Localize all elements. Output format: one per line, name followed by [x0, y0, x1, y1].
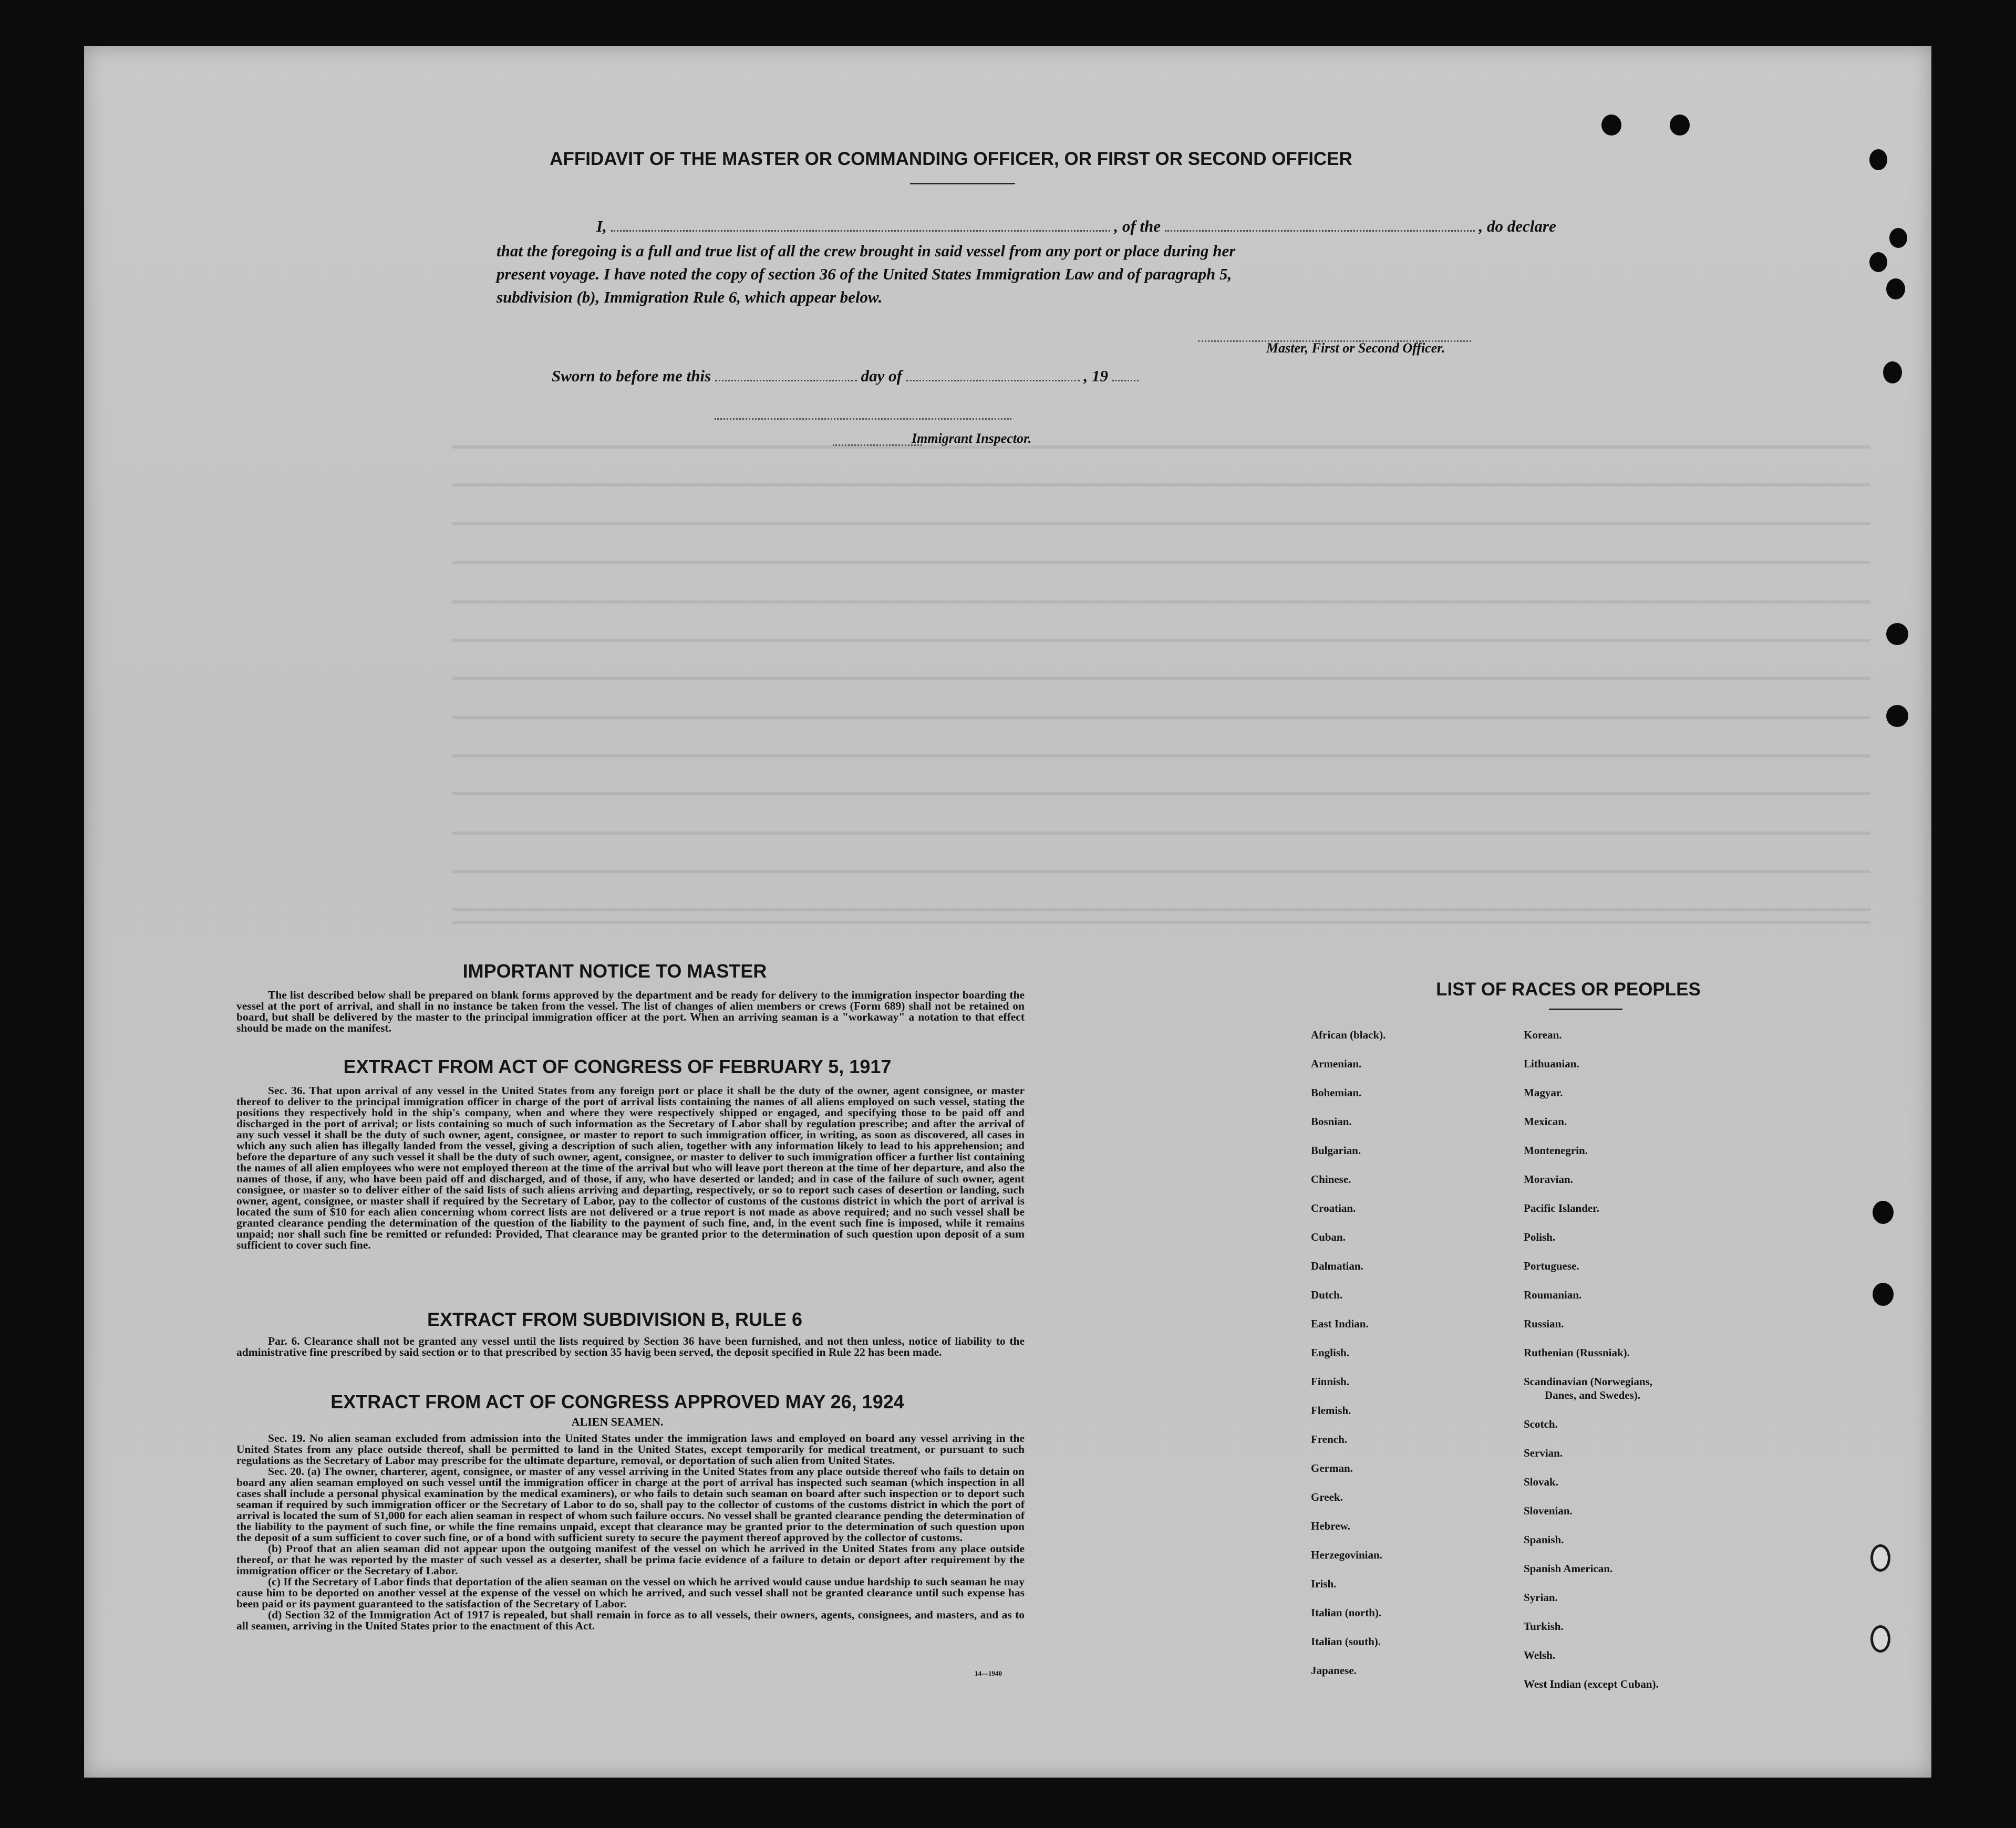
race-item: Chinese.: [1311, 1173, 1351, 1186]
races-title: LIST OF RACES OR PEOPLES: [1436, 979, 1701, 1000]
sworn-day-blank[interactable]: [715, 379, 857, 381]
punch-hole-ring: [1870, 1544, 1890, 1572]
punch-hole: [1883, 361, 1902, 383]
inspector-label: Immigrant Inspector.: [912, 431, 1032, 446]
race-item: Magyar.: [1524, 1086, 1563, 1099]
extract-1917-title: EXTRACT FROM ACT OF CONGRESS OF FEBRUARY 5, 1917: [343, 1056, 892, 1077]
race-item: Russian.: [1524, 1317, 1564, 1330]
race-item: French.: [1311, 1433, 1348, 1446]
race-item: Flemish.: [1311, 1404, 1351, 1417]
race-item: Portuguese.: [1524, 1260, 1579, 1272]
race-item: Roumanian.: [1524, 1289, 1582, 1301]
affidavit-body-line-2: that the foregoing is a full and true list of all the crew brought in said vessel from any port or place during her: [497, 242, 1236, 260]
punch-hole: [1873, 1201, 1894, 1224]
punch-hole: [1601, 115, 1621, 136]
race-item: Korean.: [1524, 1029, 1562, 1041]
race-item: Spanish American.: [1524, 1562, 1613, 1575]
sworn-line: [552, 367, 1340, 386]
punch-hole: [1889, 228, 1907, 248]
race-item: Slovenian.: [1524, 1504, 1573, 1517]
race-item: Bosnian.: [1311, 1115, 1352, 1128]
race-item: Spanish.: [1524, 1533, 1564, 1546]
race-item: Croatian.: [1311, 1202, 1356, 1214]
sec-20a-paragraph: Sec. 20. (a) The owner, charterer, agent, consignee, or master of any vessel arriving in the United States from any place outside thereof who fails to detain on board any alien seaman employed on such vessel until the immigration officer in charge at the port of arrival has inspected such seaman (which inspection in all cases shall include a personal physical examination by the medical examiners), or who fails to detain such seaman on board after such inspection or to deport such seaman if required by such immigration officer or the Secretary of Labor to do so, shall pay to the collector of customs of the customs district in which the port of arrival is located the sum of $1,000 for each alien seaman in respect of whom such failure occurs. No vessel shall be granted clearance pending the determination of the liability to the payment of such fine, or while the fine remains unpaid, except that clearance may be granted prior to the determination of such question upon the deposit of a sum sufficient to cover such fine, or of a bond with sufficient surety to secure the payment thereof approved by the collector of customs.: [236, 1465, 1025, 1544]
race-item: Slovak.: [1524, 1476, 1558, 1488]
name-blank[interactable]: [611, 230, 1110, 232]
affidavit-title-rule: [910, 183, 1015, 184]
race-item: Syrian.: [1524, 1591, 1558, 1604]
race-item: East Indian.: [1311, 1317, 1369, 1330]
punch-hole: [1873, 1283, 1894, 1306]
inspector-signature-line[interactable]: [833, 444, 922, 446]
race-item: Japanese.: [1311, 1664, 1357, 1677]
inspector-signature-line-upper[interactable]: [715, 418, 1011, 420]
race-item: Greek.: [1311, 1491, 1343, 1503]
race-item: West Indian (except Cuban).: [1524, 1678, 1659, 1690]
vessel-blank[interactable]: [1165, 230, 1475, 232]
extract-1924-text: [236, 1433, 1025, 1632]
punch-hole: [1869, 149, 1887, 170]
race-item: Pacific Islander.: [1524, 1202, 1599, 1214]
master-signature-label: Master, First or Second Officer.: [1266, 340, 1445, 356]
races-column-1: [1311, 1029, 1521, 1693]
punch-hole: [1670, 115, 1690, 136]
race-item: Bohemian.: [1311, 1086, 1362, 1099]
race-item: Bulgarian.: [1311, 1144, 1361, 1157]
extract-rule6-text: [236, 1336, 1025, 1358]
race-item: Montenegrin.: [1524, 1144, 1588, 1157]
race-item: Scandinavian (Norwegians,: [1524, 1375, 1653, 1388]
punch-hole-ring: [1870, 1625, 1890, 1653]
sworn-year: , 19: [1083, 367, 1108, 385]
affidavit-body-line-4: subdivision (b), Immigration Rule 6, which appear below.: [497, 288, 883, 306]
race-item: Irish.: [1311, 1577, 1337, 1590]
extract-1924-title: EXTRACT FROM ACT OF CONGRESS APPROVED MAY 26, 1924: [330, 1391, 904, 1412]
notice-paragraph: The list described below shall be prepared on blank forms approved by the department and be ready for delivery to the immigration inspector boarding the vessel at the port of arrival, and shall in no instance be taken from the vessel. The list of changes of alien members or crews (Form 689) shall not be retained on board, but shall be delivered by the master to the principal immigration officer at the port. When an arriving seaman is a "workaway" a notation to that effect should be made on the manifest.: [236, 989, 1025, 1034]
race-item: Finnish.: [1311, 1375, 1349, 1388]
punch-hole: [1886, 705, 1908, 727]
affidavit-of-the: , of the: [1114, 217, 1161, 235]
race-item: Lithuanian.: [1524, 1057, 1579, 1070]
notice-text: [236, 990, 1025, 1034]
race-item: Danes, and Swedes).: [1545, 1389, 1641, 1401]
sec-20d-paragraph: (d) Section 32 of the Immigration Act of 1917 is repealed, but shall remain in force as to all vessels, their owners, agents, consignees, and masters, and as to all seamen, arriving in the United States prior to the enactment of this Act.: [236, 1608, 1025, 1632]
sworn-day-of: day of: [861, 367, 902, 385]
race-item: Scotch.: [1524, 1418, 1558, 1430]
races-column-2: [1524, 1029, 1786, 1707]
affidavit-declare: , do declare: [1479, 217, 1556, 235]
race-item: Moravian.: [1524, 1173, 1573, 1186]
punch-hole: [1886, 623, 1908, 645]
sec-19-paragraph: Sec. 19. No alien seaman excluded from admission into the United States under the immigration laws and employed on board any vessel arriving in the United States from any place outside thereof, shall be permitted to land in the United States, except temporarily for medical treatment, or pursuant to such regulations as the Secretary of Labor may prescribe for the ultimate departure, removal, or deportation of such alien from United States.: [236, 1432, 1025, 1467]
race-item: Armenian.: [1311, 1057, 1362, 1070]
race-item: Herzegovinian.: [1311, 1549, 1382, 1561]
race-item: African (black).: [1311, 1029, 1386, 1041]
sec-20b-paragraph: (b) Proof that an alien seaman did not appear upon the outgoing manifest of the vessel on which he arrived in the United States from any place outside thereof, or that he was reported by the master of such vessel as a deserter, shall be prima facie evidence of a failure to detain or deport after requirement by the immigration officer or the Secretary of Labor.: [236, 1542, 1025, 1577]
race-item: Mexican.: [1524, 1115, 1567, 1128]
sec-36-paragraph: Sec. 36. That upon arrival of any vessel in the United States from any foreign port or place it shall be the duty of the owner, agent consignee, or master thereof to deliver to the principal immigration officer in charge of the port of arrival lists containing the names of all aliens employed on such vessel, stating the positions they respectively hold in the ship's company, when and where they were respectively shipped or engaged, and specifying those to be paid off and discharged in the port of arrival; or lists containing so much of such information as the Secretary of Labor shall by regulation prescribe; and after the arrival of any such vessel it shall be the duty of such owner, agent, consignee, or master to report to such immigration officer, in writing, as soon as discovered, all cases in which any such alien has illegally landed from the vessel, giving a description of such alien, together with any information likely to lead to his apprehension; and before the departure of any such vessel it shall be the duty of such owner, agent, consignee, or master to deliver to such immigration officer a further list containing the names of all alien employees who were not employed thereon at the time of the arrival but who will leave port thereon at the time of her departure, and also the names of those, if any, who have been paid off and discharged, and of those, if any, who have deserted or landed; and in case of the failure of such owner, agent consignee, or master so to deliver either of the said lists of such aliens arriving and departing, respectively, or so to report such cases of desertion or landing, such owner, agent, consignee, or master shall if required by the Secretary of Labor, pay to the collector of customs of the customs district in which the port of arrival is located the sum of $10 for each alien concerning whom correct lists are not delivered or a true report is not made as above required; and no such vessel shall be granted clearance pending the determination of the question of the liability to the payment of such fine, and, in the event such fine is imposed, while it remains unpaid; nor shall such fine be remitted or refunded: Provided, That clearance may be granted prior to the determination of such question upon deposit of a sum sufficient to cover such fine.: [236, 1084, 1025, 1251]
form-number: 14—1940: [975, 1669, 1002, 1677]
race-item: English.: [1311, 1346, 1349, 1359]
extract-1917-text: [236, 1085, 1025, 1251]
race-item: Ruthenian (Russniak).: [1524, 1346, 1630, 1359]
sworn-year-blank[interactable]: [1112, 379, 1139, 381]
race-item: Cuban.: [1311, 1231, 1346, 1243]
race-item: German.: [1311, 1462, 1353, 1474]
race-item: Welsh.: [1524, 1649, 1556, 1661]
document-page: [84, 46, 1931, 1778]
extract-1924-subtitle: ALIEN SEAMEN.: [571, 1415, 664, 1428]
affidavit-body-line-3: present voyage. I have noted the copy of section 36 of the United States Immigration Law and of paragraph 5,: [497, 265, 1232, 283]
race-item: Dalmatian.: [1311, 1260, 1363, 1272]
punch-hole: [1886, 278, 1905, 299]
race-item: Dutch.: [1311, 1289, 1343, 1301]
affidavit-declaration-line: [596, 217, 1621, 236]
affidavit-i: I,: [596, 217, 607, 235]
punch-hole: [1869, 252, 1887, 272]
sworn-text: Sworn to before me this: [552, 367, 711, 385]
race-item: Polish.: [1524, 1231, 1556, 1243]
race-item: Italian (north).: [1311, 1606, 1382, 1619]
affidavit-title: AFFIDAVIT OF THE MASTER OR COMMANDING OFFICER, OR FIRST OR SECOND OFFICER: [550, 149, 1352, 169]
race-item: Italian (south).: [1311, 1635, 1381, 1648]
extract-rule6-title: EXTRACT FROM SUBDIVISION B, RULE 6: [427, 1308, 803, 1330]
race-item: Turkish.: [1524, 1620, 1564, 1633]
race-item: Servian.: [1524, 1447, 1563, 1459]
sec-20c-paragraph: (c) If the Secretary of Labor finds that deportation of the alien seaman on the vessel on which he arrived would cause undue hardship to such seaman he may cause him to be deported on another vessel at the expense of the vessel on which he arrived, and such vessel shall not be granted clearance until such expense has been paid or its payment guaranteed to the satisfaction of the Secretary of Labor.: [236, 1575, 1025, 1610]
par-6-paragraph: Par. 6. Clearance shall not be granted any vessel until the lists required by Section 36 have been furnished, and not then unless, notice of liability to the administrative fine prescribed by said section or to that prescribed by section 35 havig been served, the deposit specified in Rule 22 has been made.: [236, 1335, 1025, 1358]
sworn-month-blank[interactable]: [906, 379, 1080, 381]
race-item: Hebrew.: [1311, 1520, 1350, 1532]
notice-title: IMPORTANT NOTICE TO MASTER: [462, 960, 767, 982]
races-title-rule: [1549, 1009, 1622, 1010]
